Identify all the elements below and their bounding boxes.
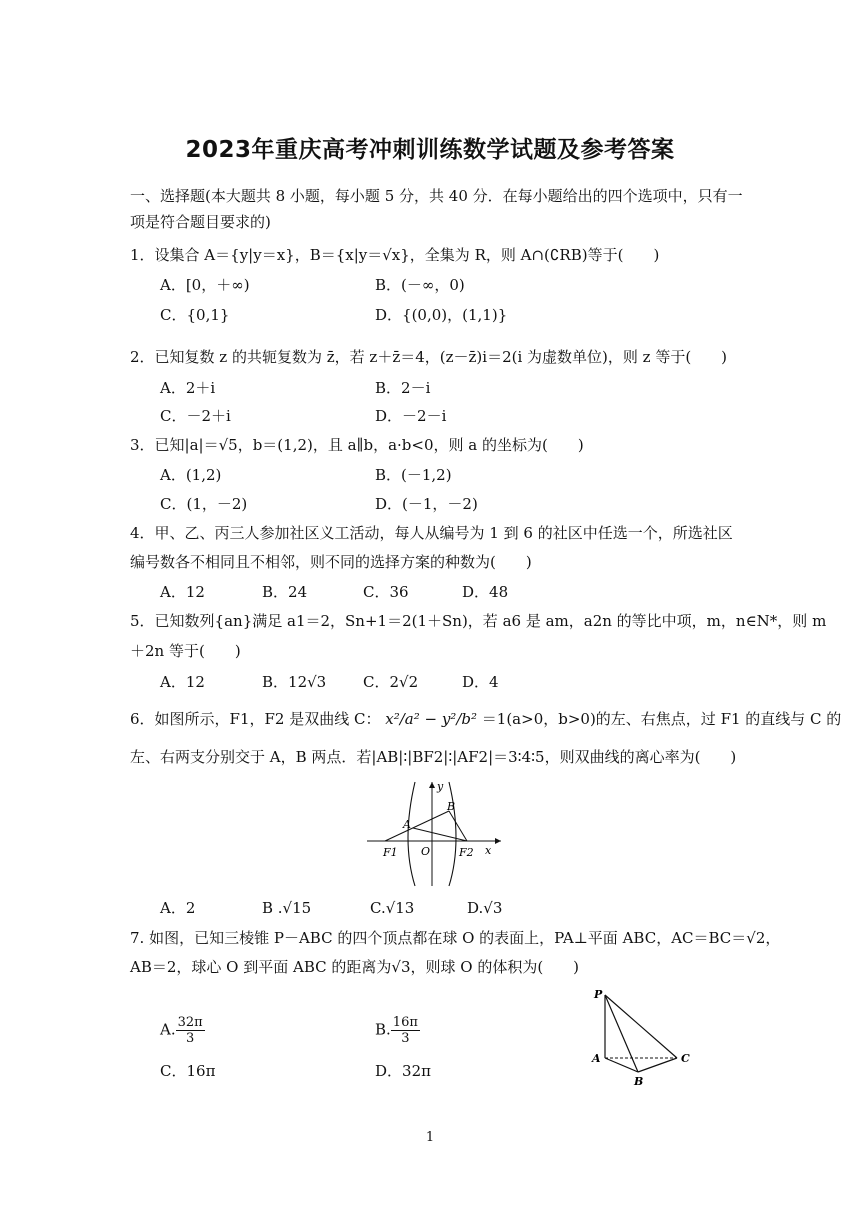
- q7-option-a-denominator: 3: [186, 1031, 195, 1046]
- fig7-point-a: A: [592, 1052, 601, 1065]
- page-number: 1: [425, 1130, 435, 1145]
- q7-option-a-fraction: [176, 1015, 205, 1046]
- q1-option-d: D．{(0,0)，(1,1)}: [375, 306, 508, 324]
- q5-stem-line1: 5．已知数列{an}满足 a1＝2，Sn+1＝2(1＋Sn)，若 a6 是 am，a2n 的等比中项，m，n∈N*，则 m: [130, 612, 827, 630]
- q1-option-c: C．{0,1}: [160, 306, 230, 324]
- q6-stem-line2: 左、右两支分别交于 A，B 两点．若|AB|∶|BF2|∶|AF2|＝3∶4∶5，则双曲线的离心率为( ): [130, 748, 737, 766]
- q2-option-c: C．－2＋i: [160, 407, 231, 425]
- fig6-point-b: B: [447, 800, 456, 813]
- q7-option-b-denominator: 3: [401, 1031, 410, 1046]
- q6-option-d: D.√3: [467, 899, 503, 917]
- fig7-point-c: C: [681, 1052, 690, 1065]
- q7-option-a-numerator: 32π: [177, 1015, 203, 1030]
- q6-stem-part2: ＝1(a>0，b>0)的左、右焦点，过 F1 的直线与 C 的: [481, 710, 842, 728]
- q4-option-b: B．24: [262, 583, 308, 601]
- q7-stem-line1: 7. 如图，已知三棱锥 P－ABC 的四个顶点都在球 O 的表面上，PA⊥平面 ABC，AC＝BC＝√2，: [130, 929, 781, 947]
- q7-option-b-fraction: [391, 1015, 420, 1046]
- q4-stem-line2: 编号数各不相同且不相邻，则不同的选择方案的种数为( ): [130, 553, 532, 571]
- pyramid-figure: [585, 985, 700, 1090]
- q1-option-a: A．[0，＋∞): [160, 276, 250, 294]
- fig6-x-label: x: [485, 844, 492, 857]
- q2-option-b: B．2－i: [375, 379, 431, 397]
- q2-option-d: D．－2－i: [375, 407, 447, 425]
- q6-hyperbola-equation: x²/a² − y²/b²: [385, 710, 477, 728]
- q7-option-b-numerator: 16π: [392, 1015, 418, 1030]
- q3-stem: 3．已知|a|＝√5，b＝(1,2)，且 a∥b，a·b<0，则 a 的坐标为( ): [130, 436, 584, 454]
- hyperbola-figure: [365, 778, 505, 888]
- q6-option-b: B .√15: [262, 899, 312, 917]
- q3-option-a: A．(1,2): [160, 466, 222, 484]
- q3-option-d: D．(－1，－2): [375, 495, 478, 513]
- q4-option-a: A．12: [160, 583, 205, 601]
- fig6-focus-f2: F2: [459, 846, 474, 859]
- q4-option-c: C．36: [363, 583, 409, 601]
- page-title: 2023年重庆高考冲刺训练数学试题及参考答案: [185, 137, 675, 163]
- q7-option-b: [375, 1015, 420, 1046]
- fig6-point-a: A: [403, 818, 411, 831]
- fig7-point-p: P: [594, 988, 603, 1001]
- q3-option-b: B．(－1,2): [375, 466, 452, 484]
- q7-option-a: [160, 1015, 205, 1046]
- section-header-line1: 一、选择题(本大题共 8 小题，每小题 5 分，共 40 分．在每小题给出的四个选项中，只有一: [130, 187, 743, 205]
- q7-option-b-letter: B.: [375, 1020, 391, 1039]
- q7-stem-line2: AB＝2，球心 O 到平面 ABC 的距离为√3，则球 O 的体积为( ): [130, 958, 580, 976]
- q5-stem-line2: ＋2n 等于( ): [130, 642, 241, 660]
- q5-option-d: D．4: [462, 673, 499, 691]
- q4-stem-line1: 4．甲、乙、丙三人参加社区义工活动，每人从编号为 1 到 6 的社区中任选一个，所选社区: [130, 524, 733, 542]
- q5-option-b: B．12√3: [262, 673, 327, 691]
- q7-option-c: C．16π: [160, 1062, 216, 1080]
- q7-option-d: D．32π: [375, 1062, 431, 1080]
- q5-option-a: A．12: [160, 673, 205, 691]
- q6-stem-part1: 6．如图所示，F1，F2 是双曲线 C：: [130, 710, 381, 728]
- q5-option-c: C．2√2: [363, 673, 419, 691]
- fig6-y-label: y: [437, 780, 444, 793]
- q1-stem: 1．设集合 A＝{y|y＝x}，B＝{x|y＝√x}，全集为 R，则 A∩(∁RB)等于( ): [130, 246, 660, 264]
- fig6-focus-f1: F1: [383, 846, 398, 859]
- q3-option-c: C．(1，－2): [160, 495, 248, 513]
- q6-option-c: C.√13: [370, 899, 415, 917]
- q2-stem: 2．已知复数 z 的共轭复数为 z̄，若 z＋z̄＝4，(z－z̄)i＝2(i 为虚数单位)，则 z 等于( ): [130, 348, 728, 366]
- q1-option-b: B．(－∞，0): [375, 276, 465, 294]
- fig6-origin: O: [421, 845, 431, 858]
- fig7-point-b: B: [634, 1075, 644, 1088]
- section-header-line2: 项是符合题目要求的): [130, 213, 271, 231]
- q2-option-a: A．2＋i: [160, 379, 216, 397]
- q7-option-a-letter: A.: [160, 1020, 176, 1039]
- q6-stem-line1: [130, 708, 841, 730]
- q6-option-a: A．2: [160, 899, 196, 917]
- q4-option-d: D．48: [462, 583, 509, 601]
